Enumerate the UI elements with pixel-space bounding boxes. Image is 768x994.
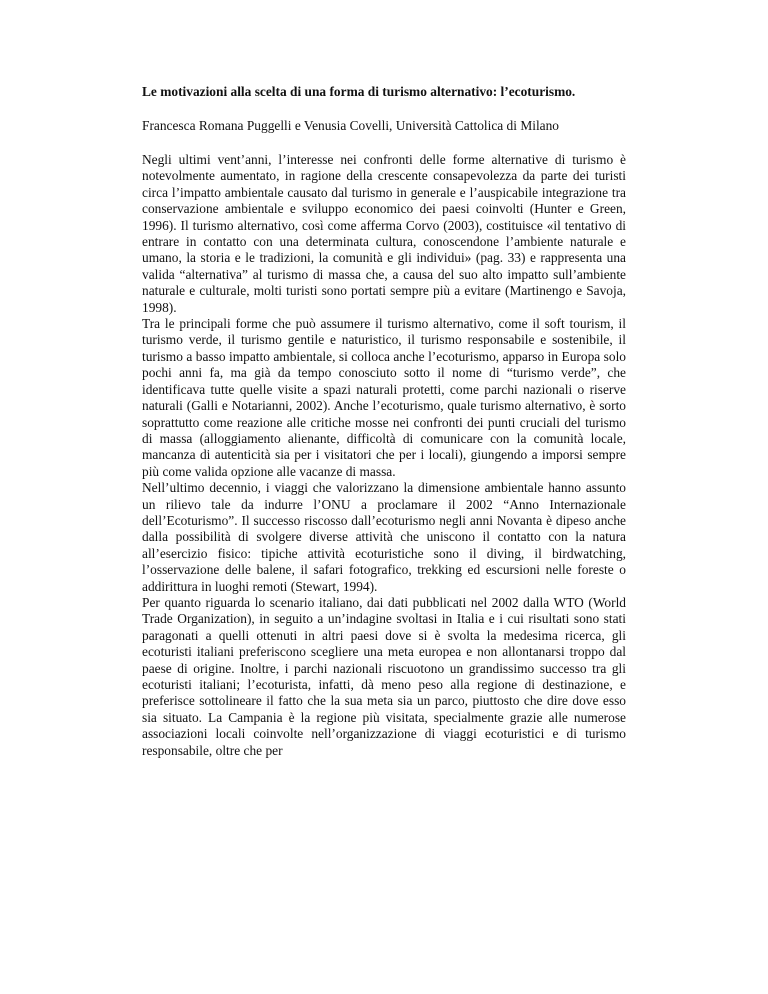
paragraph: Per quanto riguarda lo scenario italiano, dai dati pubblicati nel 2002 dalla WTO (World Trade Organization), in seguito a un’indagine svoltasi in Italia e i cui risultati sono stati paragonati a quelli ottenuti in altri paesi dove si è svolta la medesima ricerca, gli ecoturisti italiani preferiscono scegliere una meta europea e non allontanarsi troppo dal paese di origine. Inoltre, i parchi nazionali riscuotono un grandissimo successo tra gli ecoturisti italiani; l’ecoturista, infatti, dà meno peso alla regione di destinazione, e preferisce sottolineare il fatto che la sua meta sia un parco, piuttosto che dire dove esso sia situato. La Campania è la regione più visitata, specialmente grazie alle numerose associazioni locali coinvolte nell’organizzazione di viaggi ecoturistici e di turismo responsabile, oltre che per — [142, 594, 626, 758]
document-body — [142, 152, 626, 759]
paragraph: Negli ultimi vent’anni, l’interesse nei confronti delle forme alternative di turismo è notevolmente aumentato, in ragione della crescente consapevolezza da parte dei turisti circa l’impatto ambientale causato dal turismo in generale e l’auspicabile integrazione tra conservazione ambientale e sviluppo economico dei paesi coinvolti (Hunter e Green, 1996). Il turismo alternativo, così come afferma Corvo (2003), costituisce «il tentativo di entrare in contatto con una determinata cultura, conoscendone l’ambiente naturale e umano, la storia e le tradizioni, la comunità e gli individui» (pag. 33) e rappresenta una valida “alternativa” al turismo di massa che, a causa del suo alto impatto sull’ambiente naturale e culturale, molti turisti sono portati sempre più a evitare (Martinengo e Savoja, 1998). — [142, 152, 626, 315]
document-title: Le motivazioni alla scelta di una forma di turismo alternativo: l’ecoturismo. — [142, 84, 576, 99]
paragraph: Tra le principali forme che può assumere il turismo alternativo, come il soft tourism, il turismo verde, il turismo gentile e naturistico, il turismo responsabile e sostenibile, il turismo a basso impatto ambientale, si colloca anche l’ecoturismo, apparso in Europa solo pochi anni fa, ma già da tempo conosciuto sotto il nome di “turismo verde”, che identificava tutte quelle visite a spazi naturali protetti, come parchi nazionali o riserve naturali (Galli e Notarianni, 2002). Anche l’ecoturismo, quale turismo alternativo, è sorto soprattutto come reazione alle critiche mosse nei confronti dei punti cruciali del turismo di massa (alloggiamento alienante, difficoltà di comunicare con la comunità locale, mancanza di autenticità sia per i visitatori che per i locali), giungendo a imporsi sempre più come valida opzione alle vacanze di massa. — [142, 316, 626, 479]
document-authors: Francesca Romana Puggelli e Venusia Covelli, Università Cattolica di Milano — [142, 118, 560, 133]
paragraph: Nell’ultimo decennio, i viaggi che valorizzano la dimensione ambientale hanno assunto un rilievo tale da indurre l’ONU a proclamare il 2002 “Anno Internazionale dell’Ecoturismo”. Il successo riscosso dall’ecoturismo negli anni Novanta è dipeso anche dalla possibilità di svolgere diverse attività che uniscono il contatto con la natura all’esercizio fisico: tipiche attività ecoturistiche sono il diving, il birdwatching, l’osservazione delle balene, il safari fotografico, trekking ed escursioni nelle foreste o addirittura in luoghi remoti (Stewart, 1994). — [142, 480, 626, 594]
